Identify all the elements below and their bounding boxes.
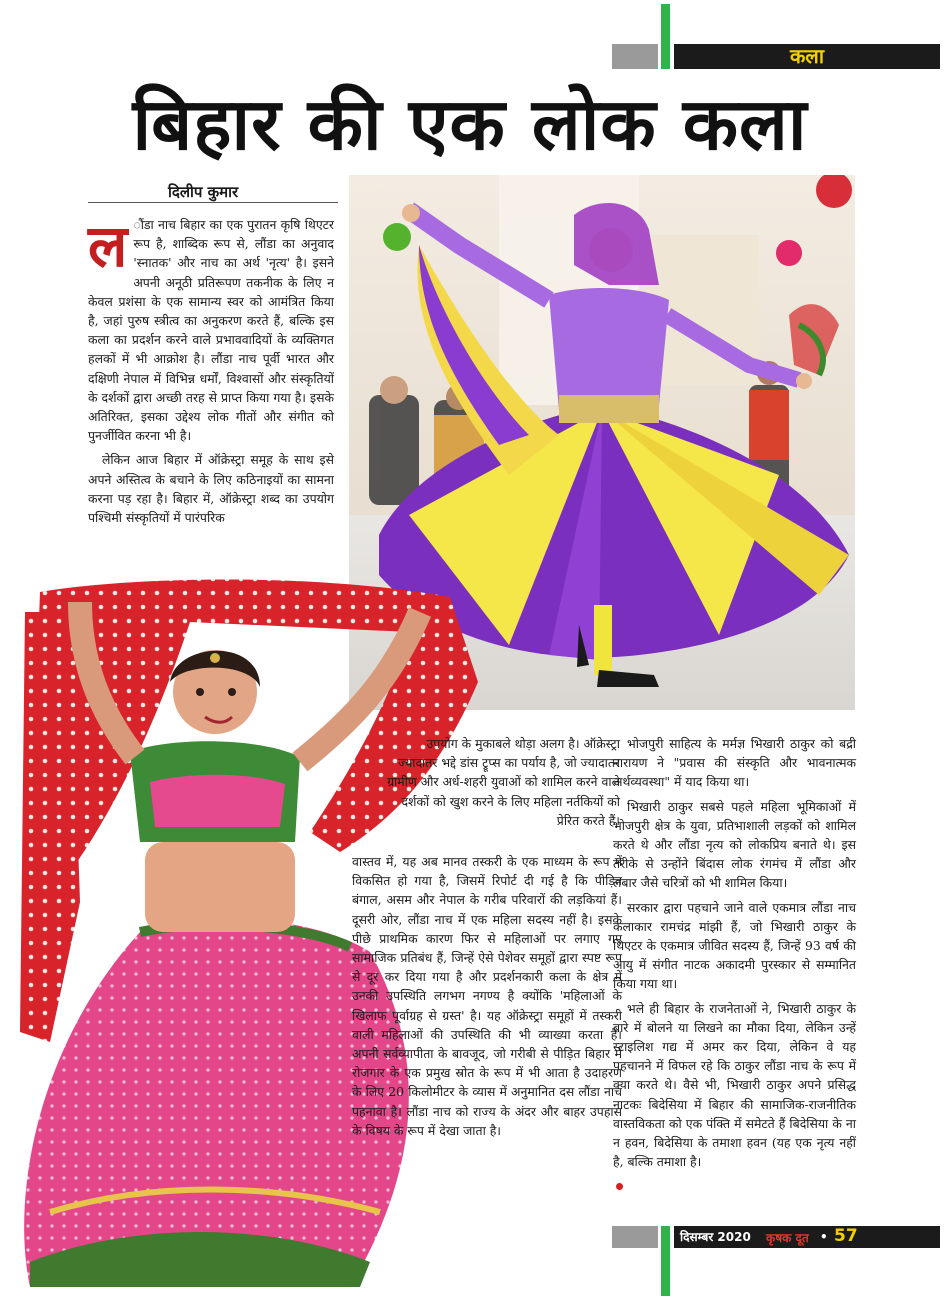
section-label: कला — [789, 44, 825, 68]
paragraph: वास्तव में, यह अब मानव तस्करी के एक माध्यम के रूप में विकसित हो गया है, जिसमें रिपोर्ट दी गई है कि पीड़ित बंगाल, असम और नेपाल के गरीब परिवारों की लड़कियां हैं। दूसरी ओर, लौंडा नाच में एक महिला सदस्य नहीं है। इसके पीछे प्राथमिक कारण फिर से महिलाओं पर लगाए गए सामाजिक प्रतिबंध हैं, जिन्हें ऐसे पेशेवर समूहों द्वारा स्पष्ट रूप से दूर कर दिया गया है और प्रदर्शनकारी कला के क्षेत्र में उनकी उपस्थिति लगभग नगण्य है क्योंकि 'महिलाओं के खिलाफ पूर्वाग्रह से ग्रस्त' है। यह ऑक्रेस्ट्रा समूहों में तस्करी वाली महिलाओं की उपस्थिति की भी व्याख्या करता है। अपनी सर्वव्यापीता के बावजूद, जो गरीबी से पीड़ित बिहार में रोजगार के एक प्रमुख स्रोत के रूप में भी आता है उदाहरण के लिए 20 किलोमीटर के व्यास में अनुमानित दस लौंडा नाच पहनावा है। लौंडा नाच को राज्य के अंदर और बाहर उपहास के विषय के रूप में देखा जाता है। — [352, 854, 622, 1138]
paragraph: ौंडा नाच बिहार का एक पुरातन कृषि थिएटर रूप है, शाब्दिक रूप से, लौंडा का अनुवाद 'स्नातक' और नाच का अर्थ 'नृत्य' है। इसने अपनी अनूठी प्रतिरूपण तकनीक के लिए न केवल प्रशंसा के एक सामान्य स्वर को आमंत्रित किया है, जहां पुरुष स्त्रीत्व का अनुकरण करते हैं, बल्कि इस कला का प्रदर्शन करने वाले प्रभाववादियों के व्यक्तिगत हलकों में भी आक्रोश है। लौंडा नाच पूर्वी भारत और दक्षिणी नेपाल में विभिन्न धर्मों, विश्वासों और संस्कृतियों के दर्शकों द्वारा अच्छी तरह से प्राप्त किया गया है। इसके अतिरिक्त, इसका उद्देश्य लोक गीतों और संगीत को पुनर्जीवित करना भी है। — [88, 217, 334, 444]
end-mark — [616, 1183, 623, 1190]
paragraph: भोजपुरी साहित्य के मर्मज्ञ भिखारी ठाकुर को बद्री नारायण ने "प्रवास की संस्कृति और भावनात्मक अर्थव्यवस्था" में याद किया था। — [613, 736, 856, 790]
paragraph: सरकार द्वारा पहचाने जाने वाले एकमात्र लौंडा नाच कलाकार रामचंद्र मांझी हैं, जो भिखारी ठाकुर के थिएटर के एकमात्र जीवित सदस्य हैं, जिन्हें 93 वर्ष की आयु में संगीत नाटक अकादमी पुरस्कार से सम्मानित किया गया था। — [613, 899, 856, 992]
paragraph: उपयोग के मुकाबले थोड़ा अलग है। ऑक्रेस्ट्रा ज्यादातर भद्दे डांस ट्रूप्स का पर्याय है, जो ज्यादातर ग्रामीण और अर्ध-शहरी युवाओं को शामिल करने वाले दर्शकों को खुश करने के लिए महिला नर्तकियों को प्रेरित करते हैं। — [387, 736, 620, 828]
byline-rule — [88, 202, 338, 203]
column-3 — [613, 734, 856, 1196]
byline: दिलीप कुमार — [168, 183, 239, 201]
headline: बिहार की एक लोक कला — [132, 82, 808, 166]
paragraph: भले ही बिहार के राजनेताओं ने, भिखारी ठाकुर के बारे में बोलने या लिखने का मौका दिया, लेकिन उन्हें स्टाइलिश गद्य में अमर कर दिया, लेकिन वे यह पहचानने में विफल रहे कि ठाकुर लौंडा नाच के रूप में क्या करते थे। वैसे भी, भिखारी ठाकुर अपने प्रसिद्ध नाटकः बिदेसिया में बिहार की सामाजिक-राजनीतिक वास्तविकता को एक पंक्ति में समेटते हैं बिदेसिया के ना न हवन, बिदेसिया के तमाशा हवन (यह एक नृत्य नहीं है, बल्कि तमाशा है। — [613, 1000, 856, 1170]
column-2-lead — [366, 734, 620, 835]
section-label-bar — [674, 44, 940, 69]
column-2 — [352, 852, 622, 1145]
footer-magazine: कृषक दूत — [766, 1231, 809, 1245]
paragraph: लेकिन आज बिहार में ऑक्रेस्ट्रा समूह के साथ इसे अपने अस्तित्व के बचाने के लिए कठिनाइयों का सामना करना पड़ रहा है। बिहार में, ऑक्रेस्ट्रा शब्द का उपयोग पश्चिमी संस्कृतियों में पारंपरिक — [88, 452, 334, 526]
header-gray-block — [612, 44, 658, 69]
header-green-bar — [661, 4, 670, 69]
paragraph: भिखारी ठाकुर सबसे पहले महिला भूमिकाओं में भोजपुरी क्षेत्र के युवा, प्रतिभाशाली लड़कों को शामिल करते थे और लौंडा नृत्य को लोकप्रिय बनाते थे। इस तरीके से उन्होंने बिंदास लोक रंगमंच में लौंडा और लबार जैसे चरित्रों को भी शामिल किया। — [613, 798, 856, 891]
footer-green-bar — [661, 1226, 670, 1296]
drop-cap: ल — [88, 212, 128, 280]
footer-separator: • — [820, 1230, 828, 1244]
footer-bar — [674, 1226, 940, 1248]
footer-date: दिसम्बर 2020 — [680, 1230, 751, 1244]
column-1 — [88, 212, 334, 532]
footer-gray-block — [612, 1226, 658, 1248]
page-number: 57 — [834, 1226, 858, 1246]
